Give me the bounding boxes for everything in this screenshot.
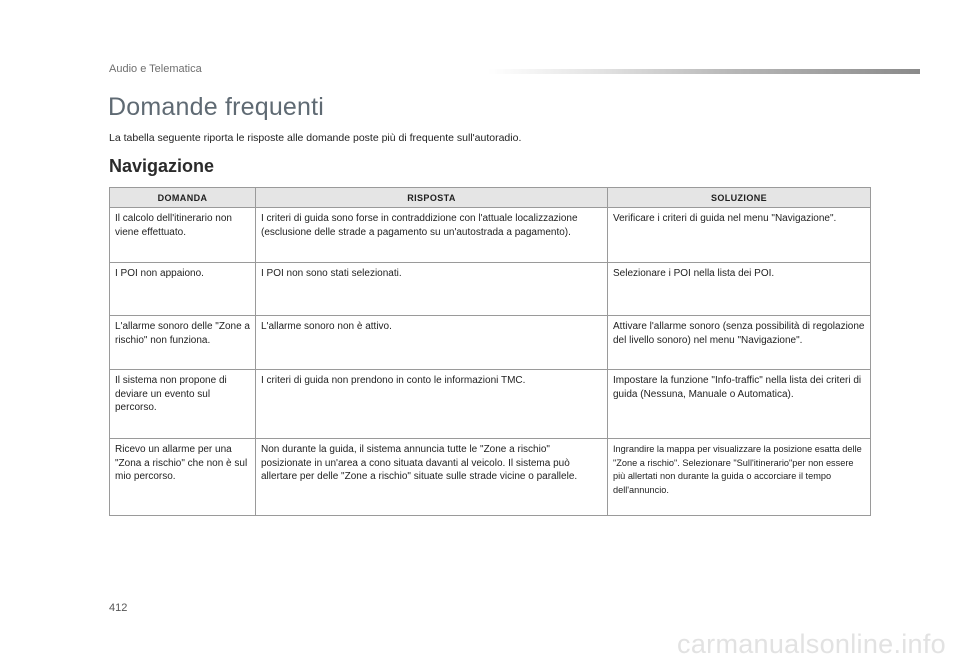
question-cell: L'allarme sonoro delle "Zone a rischio" non funziona. — [110, 316, 256, 370]
solution-cell: Impostare la funzione "Info-traffic" nella lista dei criteri di guida (Nessuna, Manuale o Automatica). — [608, 370, 871, 439]
answer-cell: Non durante la guida, il sistema annuncia tutte le "Zone a rischio" posizionate in un'area a cono situata davanti al veicolo. Il sistema può allertare per delle "Zone a rischio" situate sulle strade vicine o parallele. — [256, 439, 608, 516]
solution-cell: Attivare l'allarme sonoro (senza possibilità di regolazione del livello sonoro) nel menu "Navigazione". — [608, 316, 871, 370]
faq-table — [109, 187, 871, 516]
solution-cell: Ingrandire la mappa per visualizzare la posizione esatta delle "Zone a rischio". Selezionare "Sull'itinerario"per non essere più allertati non durante la guida o accorciare il tempo dell'annuncio. — [608, 439, 871, 516]
table-row — [110, 316, 871, 370]
column-header-answer: RISPOSTA — [256, 188, 608, 208]
intro-text: La tabella seguente riporta le risposte alle domande poste più di frequente sull'autoradio. — [109, 132, 522, 144]
header-rule — [488, 69, 920, 74]
solution-cell: Selezionare i POI nella lista dei POI. — [608, 263, 871, 316]
table-row — [110, 370, 871, 439]
table-row — [110, 263, 871, 316]
column-header-solution: SOLUZIONE — [608, 188, 871, 208]
answer-cell: L'allarme sonoro non è attivo. — [256, 316, 608, 370]
answer-cell: I criteri di guida sono forse in contraddizione con l'attuale localizzazione (esclusione delle strade a pagamento su un'autostrada a pagamento). — [256, 208, 608, 263]
answer-cell: I POI non sono stati selezionati. — [256, 263, 608, 316]
column-header-question: DOMANDA — [110, 188, 256, 208]
header-section-label: Audio e Telematica — [109, 63, 202, 75]
page-number: 412 — [109, 602, 128, 614]
question-cell: Il sistema non propone di deviare un evento sul percorso. — [110, 370, 256, 439]
answer-cell: I criteri di guida non prendono in conto le informazioni TMC. — [256, 370, 608, 439]
table-row — [110, 439, 871, 516]
solution-cell: Verificare i criteri di guida nel menu "Navigazione". — [608, 208, 871, 263]
question-cell: Il calcolo dell'itinerario non viene effettuato. — [110, 208, 256, 263]
page-title: Domande frequenti — [108, 93, 325, 121]
table-row — [110, 208, 871, 263]
watermark: carmanualsonline.info — [677, 629, 946, 659]
table-header-row — [110, 188, 871, 208]
question-cell: I POI non appaiono. — [110, 263, 256, 316]
section-title: Navigazione — [109, 156, 215, 176]
question-cell: Ricevo un allarme per una "Zona a rischio" che non è sul mio percorso. — [110, 439, 256, 516]
